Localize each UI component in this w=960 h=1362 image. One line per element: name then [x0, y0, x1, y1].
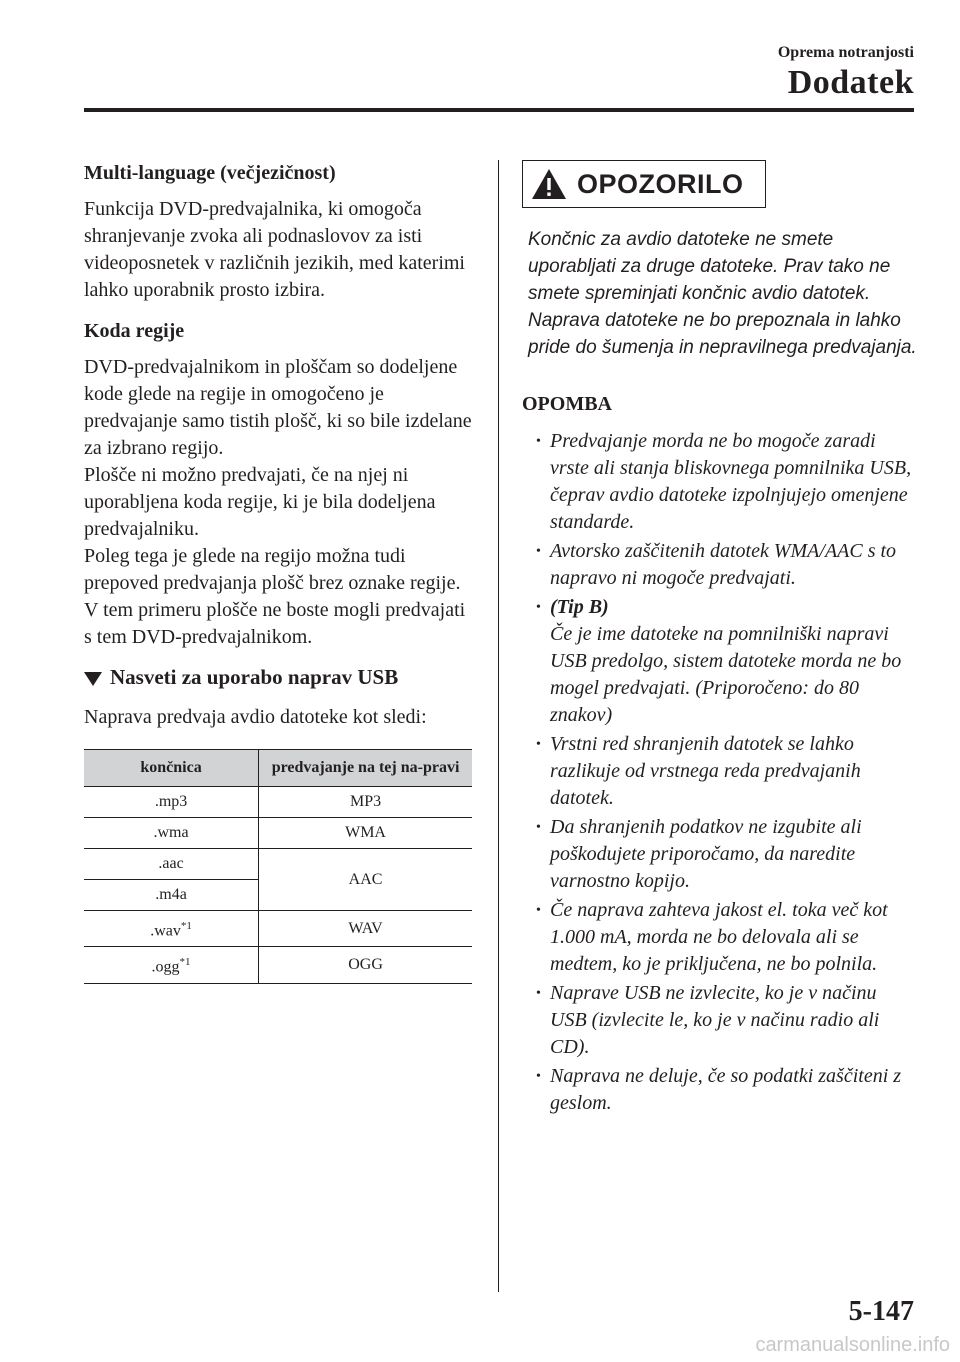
list-item: • Naprava ne deluje, če so podatki zaščiteni z geslom.	[536, 1063, 917, 1117]
table-header-playback: predvajanje na tej na-pravi	[259, 750, 472, 787]
list-item	[536, 594, 917, 729]
table-row	[84, 849, 472, 880]
watermark: carmanualsonline.info	[755, 1334, 950, 1356]
extension-text: .ogg	[151, 958, 180, 976]
table-cell-extension: .aac	[84, 849, 259, 880]
table-header-row	[84, 750, 472, 787]
table-row	[84, 947, 472, 983]
table-cell-format: MP3	[259, 787, 472, 818]
audio-format-table	[84, 749, 472, 984]
page-header	[778, 44, 914, 102]
list-item: • Avtorsko zaščitenih datotek WMA/AAC s to napravo ni mogoče predvajati.	[536, 538, 917, 592]
header-section: Oprema notranjosti	[777, 44, 914, 61]
table-header-extension: končnica	[84, 750, 259, 787]
multi-language-title: Multi-language (večjezičnost)	[84, 162, 336, 184]
footnote-marker: *1	[180, 920, 192, 932]
right-column	[522, 160, 917, 1119]
tip-label: • (Tip B)	[550, 596, 609, 618]
usb-intro: Naprava predvaja avdio datoteke kot sledi:	[84, 706, 427, 728]
region-code-title: Koda regije	[84, 320, 185, 342]
warning-text: Končnic za avdio datoteke ne smete uporabljati za druge datoteke. Prav tako ne smete spreminjati končnic avdio datotek. Naprava datoteke ne bo prepoznala in lahko pride do šumenja in nepravilnega predvajanja.	[528, 229, 917, 358]
region-code-text-1: DVD-predvajalnikom in ploščam so dodeljene kode glede na regije in omogočeno je predvajanje samo tistih plošč, ki so bile izdelane za izbrano regijo.	[84, 356, 472, 459]
notes-list	[522, 428, 917, 1117]
warning-label: OPOZORILO	[577, 168, 744, 199]
table-cell-format: WMA	[259, 818, 472, 849]
region-code-text-2: Plošče ni možno predvajati, če na njej ni uporabljena koda regije, ki je bila dodeljena predvajalniku.	[84, 464, 436, 540]
usb-title-text: Nasveti za uporabo naprav USB	[110, 665, 399, 689]
warning-box	[522, 160, 766, 208]
table-cell-format: AAC	[259, 849, 472, 911]
footnote-marker: *1	[179, 956, 191, 969]
table-row	[84, 911, 472, 947]
warning-triangle-icon	[531, 168, 567, 200]
region-code-text-3: Poleg tega je glede na regijo možna tudi prepoved predvajanja plošč brez oznake regije. V tem primeru plošče ne boste mogli predvajati s tem DVD-predvajalnikom.	[84, 545, 466, 648]
table-row	[84, 787, 472, 818]
note-title: OPOMBA	[522, 393, 612, 415]
table-cell-extension	[84, 947, 259, 983]
table-row	[84, 818, 472, 849]
triangle-marker-icon	[84, 672, 102, 686]
note-text: Če je ime datoteke na pomnilniški napravi USB predolgo, sistem datoteke morda ne bo mogel predvajati. (Priporočeno: do 80 znakov)	[550, 623, 902, 726]
table-cell-extension: .mp3	[84, 787, 259, 818]
table-cell-extension: .wma	[84, 818, 259, 849]
table-cell-format: WAV	[259, 911, 472, 947]
list-item: • Vrstni red shranjenih datotek se lahko razlikuje od vrstnega reda predvajanih datotek.	[536, 731, 917, 812]
usb-section-title	[84, 665, 474, 690]
table-cell-format: OGG	[259, 947, 472, 983]
table-cell-extension: .m4a	[84, 880, 259, 911]
list-item: • Če naprava zahteva jakost el. toka več kot 1.000 mA, morda ne bo delovala ali se medtem, ko je priključena, ne bo polnila.	[536, 897, 917, 978]
list-item: • Naprave USB ne izvlecite, ko je v načinu USB (izvlecite le, ko je v načinu radio ali CD).	[536, 980, 917, 1061]
table-cell-extension	[84, 911, 259, 947]
list-item: • Da shranjenih podatkov ne izgubite ali poškodujete priporočamo, da naredite varnostno kopijo.	[536, 814, 917, 895]
page-number: 5-147	[848, 1296, 914, 1327]
extension-text: .wav	[150, 922, 181, 940]
list-item: • Predvajanje morda ne bo mogoče zaradi vrste ali stanja bliskovnega pomnilnika USB, čeprav avdio datoteke izpolnjujejo omenjene standarde.	[536, 428, 917, 536]
left-column	[84, 160, 474, 984]
column-divider	[498, 160, 499, 1292]
header-title: Dodatek	[787, 64, 914, 101]
header-rule	[84, 108, 914, 112]
multi-language-text: Funkcija DVD-predvajalnika, ki omogoča shranjevanje zvoka ali podnaslovov za isti videoposnetek v različnih jezikih, med katerimi lahko uporabnik prosto izbira.	[84, 198, 465, 301]
